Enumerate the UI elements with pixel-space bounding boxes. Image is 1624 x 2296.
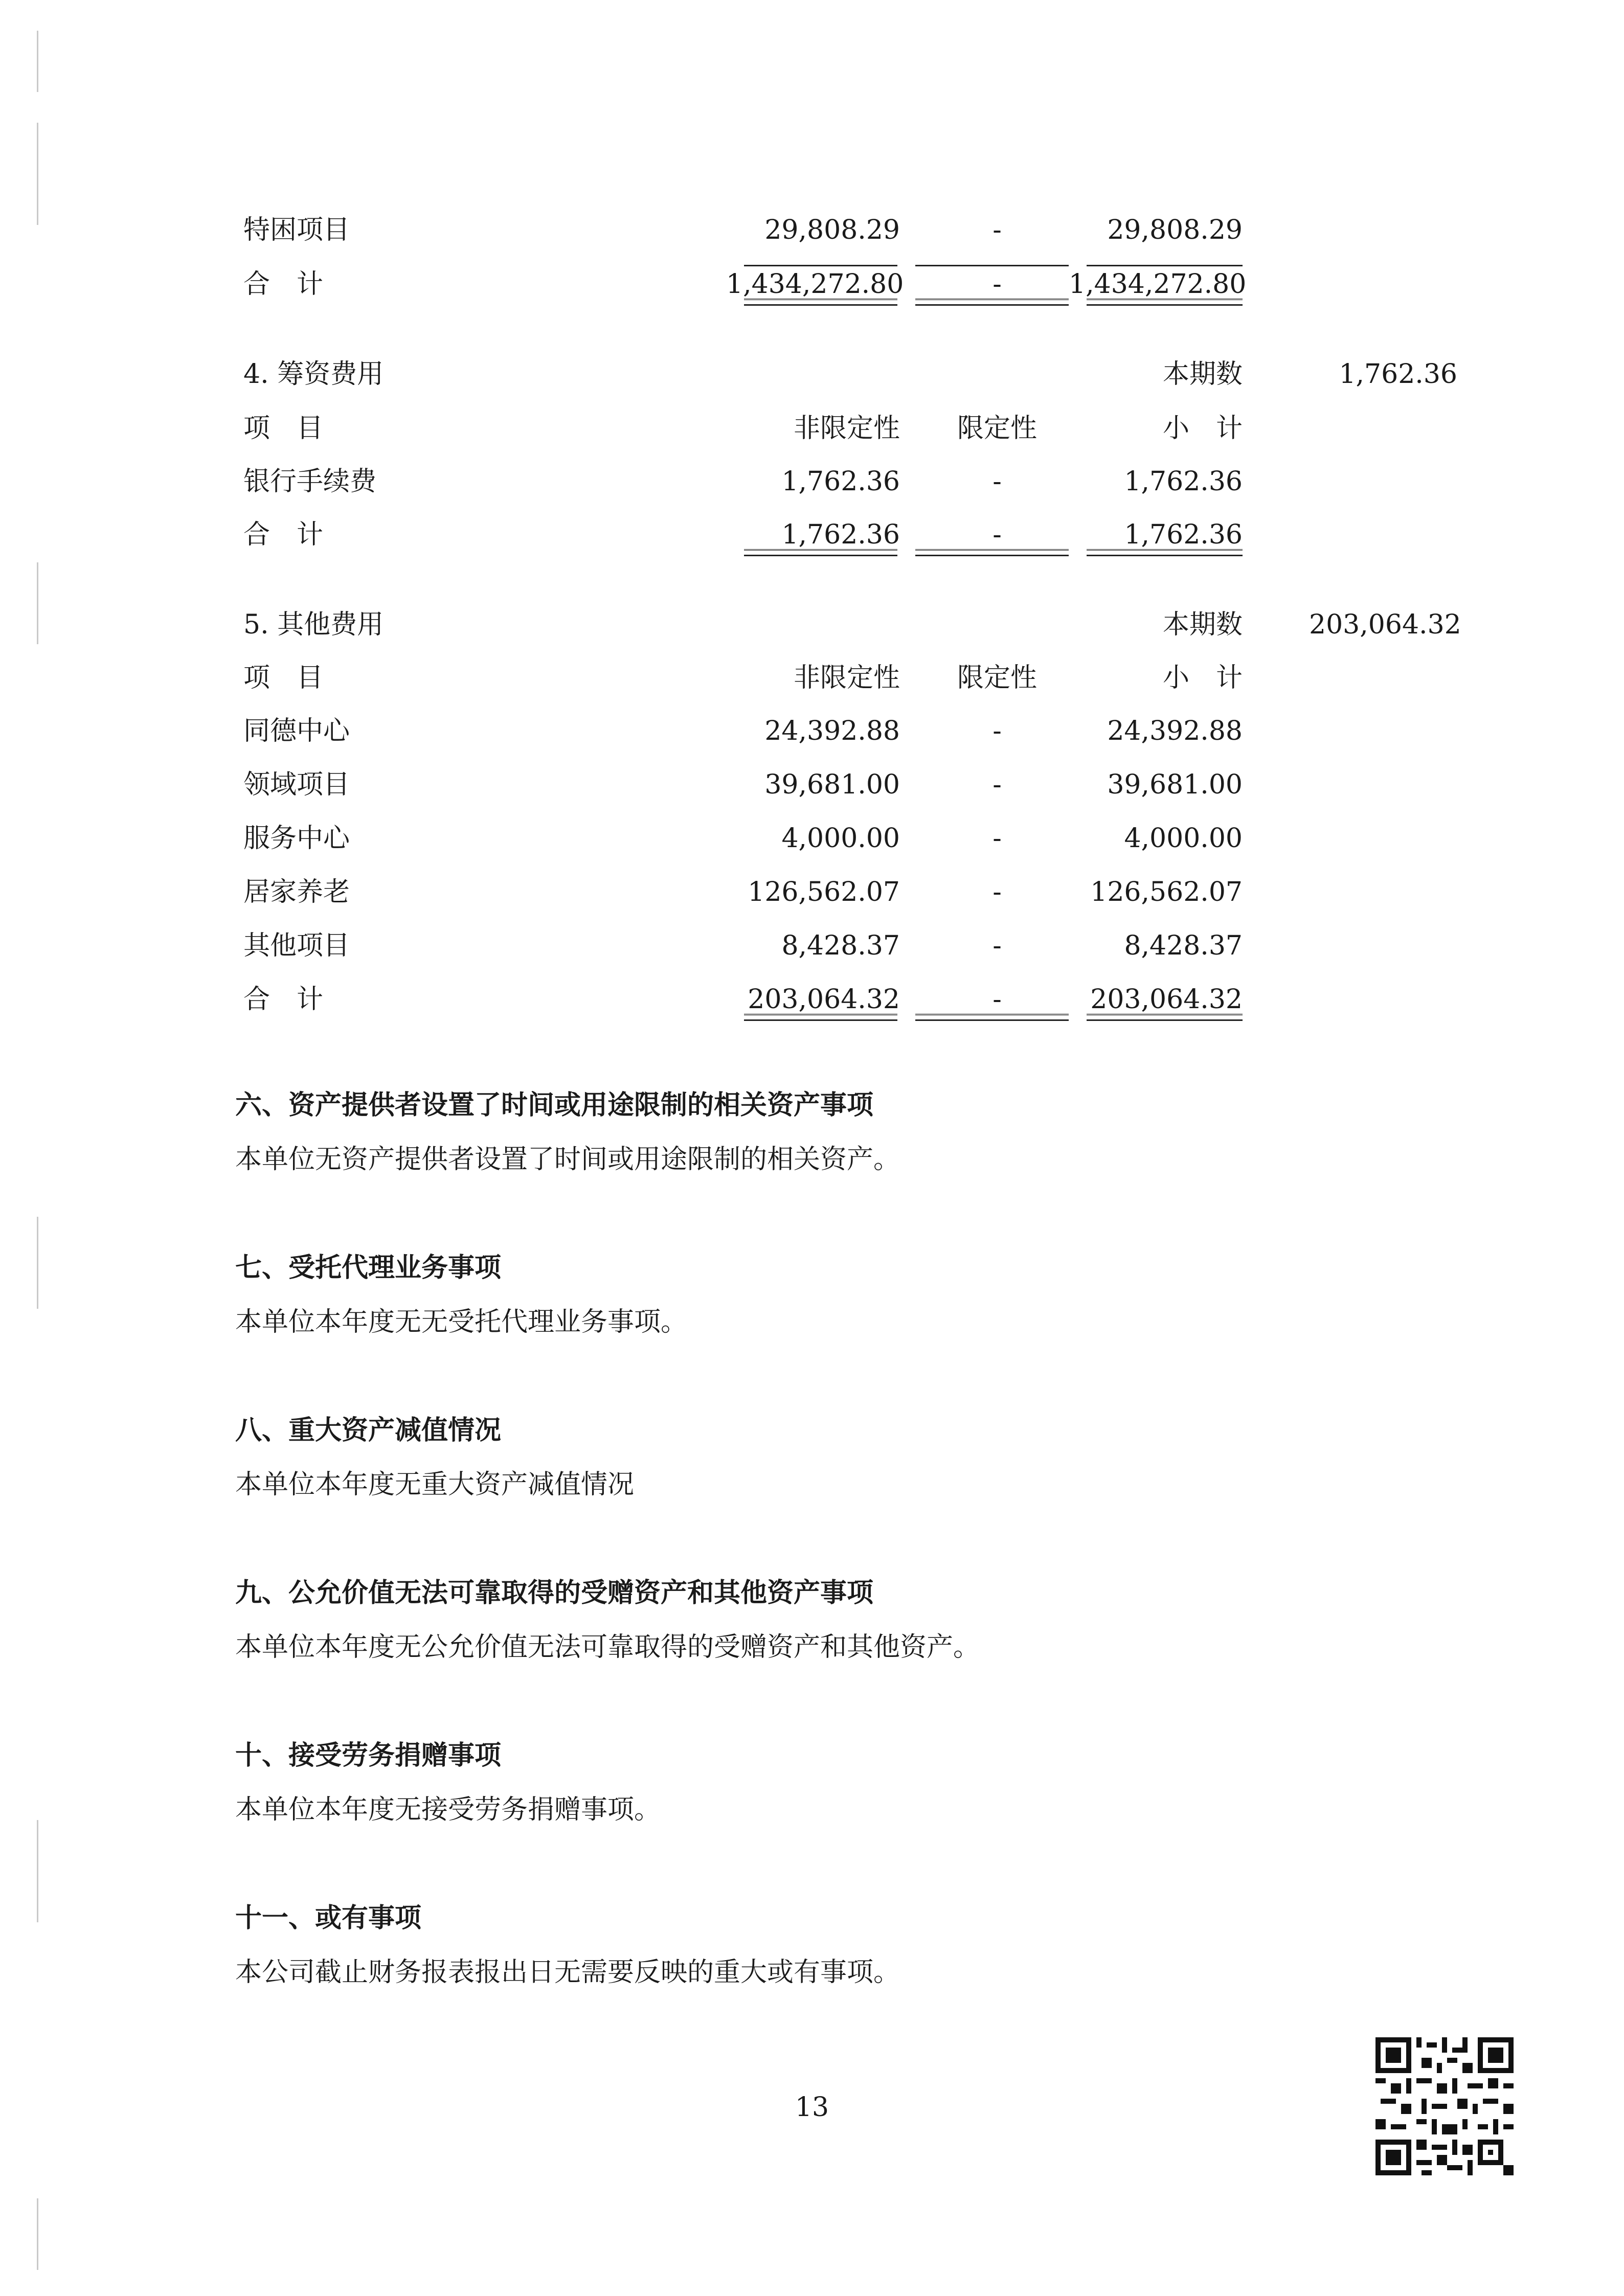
double-underline bbox=[915, 299, 1069, 306]
row-name: 银行手续费 bbox=[243, 466, 377, 497]
scan-margin-line bbox=[37, 2198, 38, 2270]
total-restricted: - bbox=[993, 519, 1002, 550]
scan-margin-line bbox=[37, 31, 38, 92]
row-restricted: - bbox=[993, 877, 1002, 907]
row-subtotal: 1,762.36 bbox=[1124, 466, 1243, 497]
total-subtotal: 203,064.32 bbox=[1090, 984, 1243, 1015]
row-unrestricted: 39,681.00 bbox=[764, 769, 900, 800]
row-name: 服务中心 bbox=[243, 823, 350, 854]
row-subtotal: 39,681.00 bbox=[1107, 769, 1243, 800]
double-underline bbox=[915, 1014, 1069, 1021]
header-item: 项 目 bbox=[243, 413, 324, 444]
note-heading: 八、重大资产减值情况 bbox=[235, 1415, 502, 1446]
note-body: 本单位本年度无无受托代理业务事项。 bbox=[235, 1307, 688, 1337]
scan-margin-line bbox=[37, 1217, 38, 1309]
total-subtotal: 1,434,272.80 bbox=[1069, 269, 1247, 300]
row-subtotal: 29,808.29 bbox=[1107, 215, 1243, 245]
total-label: 合 计 bbox=[243, 984, 324, 1015]
section-title: 5. 其他费用 bbox=[243, 609, 384, 640]
row-unrestricted: 1,762.36 bbox=[781, 466, 900, 497]
note-heading: 十、接受劳务捐赠事项 bbox=[235, 1740, 502, 1771]
row-name: 同德中心 bbox=[243, 716, 350, 746]
double-underline bbox=[744, 1014, 897, 1021]
double-underline bbox=[1087, 549, 1243, 556]
row-subtotal: 4,000.00 bbox=[1124, 823, 1243, 854]
note-heading: 七、受托代理业务事项 bbox=[235, 1252, 502, 1283]
total-unrestricted: 1,762.36 bbox=[781, 519, 900, 550]
header-unrestricted: 非限定性 bbox=[793, 663, 900, 693]
row-subtotal: 8,428.37 bbox=[1124, 930, 1243, 961]
qr-code-icon bbox=[1375, 2037, 1514, 2175]
double-underline bbox=[1087, 1014, 1243, 1021]
scan-margin-line bbox=[37, 562, 38, 644]
double-underline bbox=[744, 299, 897, 306]
note-heading: 九、公允价值无法可靠取得的受赠资产和其他资产事项 bbox=[235, 1577, 874, 1608]
total-restricted: - bbox=[993, 984, 1002, 1015]
period-label: 本期数 bbox=[1162, 359, 1243, 390]
total-subtotal: 1,762.36 bbox=[1124, 519, 1243, 550]
period-label: 本期数 bbox=[1162, 609, 1243, 640]
note-heading: 十一、或有事项 bbox=[235, 1902, 422, 1934]
total-unrestricted: 203,064.32 bbox=[748, 984, 900, 1015]
note-body: 本单位本年度无接受劳务捐赠事项。 bbox=[235, 1794, 661, 1825]
header-restricted: 限定性 bbox=[957, 413, 1037, 444]
total-label: 合 计 bbox=[243, 269, 324, 300]
row-name: 领域项目 bbox=[243, 769, 350, 800]
row-name: 其他项目 bbox=[243, 930, 350, 961]
row-restricted: - bbox=[993, 823, 1002, 854]
section-title: 4. 筹资费用 bbox=[243, 359, 384, 390]
row-restricted: - bbox=[993, 215, 1002, 245]
double-underline bbox=[915, 549, 1069, 556]
underline bbox=[744, 265, 897, 266]
row-restricted: - bbox=[993, 930, 1002, 961]
total-label: 合 计 bbox=[243, 519, 324, 550]
header-subtotal: 小 计 bbox=[1162, 663, 1243, 693]
total-unrestricted: 1,434,272.80 bbox=[726, 269, 904, 300]
row-name: 特困项目 bbox=[243, 215, 350, 245]
row-restricted: - bbox=[993, 716, 1002, 746]
header-item: 项 目 bbox=[243, 663, 324, 693]
total-restricted: - bbox=[993, 269, 1002, 300]
row-unrestricted: 29,808.29 bbox=[764, 215, 900, 245]
row-subtotal: 126,562.07 bbox=[1090, 877, 1243, 907]
header-subtotal: 小 计 bbox=[1162, 413, 1243, 444]
double-underline bbox=[1087, 299, 1243, 306]
row-unrestricted: 4,000.00 bbox=[781, 823, 900, 854]
note-body: 本单位无资产提供者设置了时间或用途限制的相关资产。 bbox=[235, 1144, 900, 1175]
underline bbox=[915, 265, 1069, 266]
page-number: 13 bbox=[795, 2092, 829, 2123]
underline bbox=[1087, 265, 1243, 266]
row-restricted: - bbox=[993, 769, 1002, 800]
period-value: 1,762.36 bbox=[1339, 359, 1457, 390]
note-body: 本单位本年度无公允价值无法可靠取得的受赠资产和其他资产。 bbox=[235, 1632, 980, 1663]
scan-margin-line bbox=[37, 1820, 38, 1922]
note-heading: 六、资产提供者设置了时间或用途限制的相关资产事项 bbox=[235, 1089, 874, 1121]
period-value: 203,064.32 bbox=[1309, 609, 1461, 640]
row-restricted: - bbox=[993, 466, 1002, 497]
header-unrestricted: 非限定性 bbox=[793, 413, 900, 444]
row-name: 居家养老 bbox=[243, 877, 350, 907]
note-body: 本公司截止财务报表报出日无需要反映的重大或有事项。 bbox=[235, 1957, 900, 1988]
row-subtotal: 24,392.88 bbox=[1107, 716, 1243, 746]
row-unrestricted: 8,428.37 bbox=[781, 930, 900, 961]
row-unrestricted: 24,392.88 bbox=[764, 716, 900, 746]
double-underline bbox=[744, 549, 897, 556]
scan-margin-line bbox=[37, 123, 38, 225]
row-unrestricted: 126,562.07 bbox=[748, 877, 900, 907]
header-restricted: 限定性 bbox=[957, 663, 1037, 693]
note-body: 本单位本年度无重大资产减值情况 bbox=[235, 1469, 635, 1500]
